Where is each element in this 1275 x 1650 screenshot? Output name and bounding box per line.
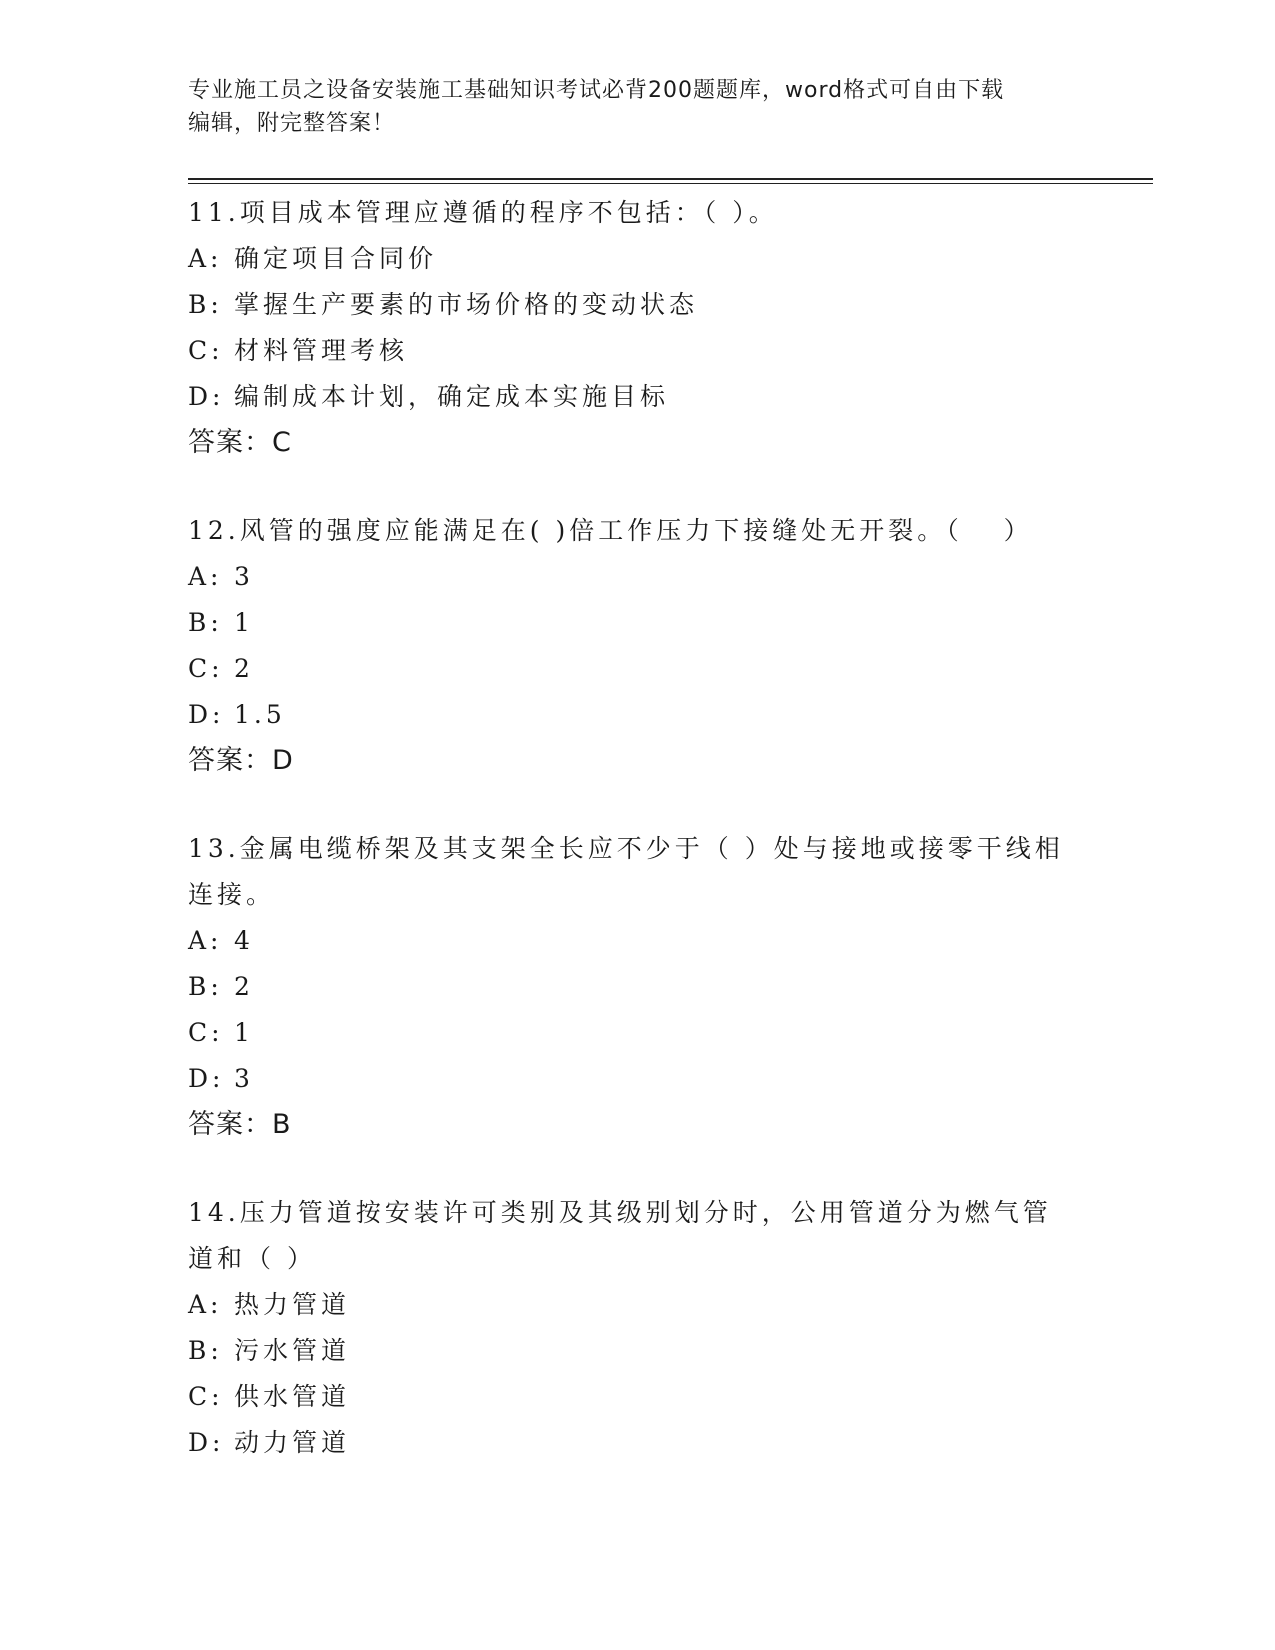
- option-text: 1: [234, 1018, 254, 1047]
- question-13: [188, 826, 1068, 1148]
- option-b: [188, 282, 1068, 328]
- option-letter: D:: [188, 700, 225, 729]
- question-14: [188, 1190, 1068, 1466]
- question-stem: 12.风管的强度应能满足在( )倍工作压力下接缝处无开裂。（ ）: [188, 516, 1033, 545]
- header-title-line-1: 专业施工员之设备安装施工基础知识考试必背200题题库，word格式可自由下载: [188, 78, 1005, 103]
- option-d: [188, 1056, 1068, 1102]
- option-letter: B:: [188, 608, 223, 637]
- option-text: 编制成本计划，确定成本实施目标: [234, 382, 670, 411]
- option-letter: C:: [188, 654, 224, 683]
- option-text: 2: [234, 654, 254, 683]
- option-d: [188, 692, 1068, 738]
- option-text: 污水管道: [234, 1336, 351, 1365]
- option-b: [188, 964, 1068, 1010]
- option-letter: D:: [188, 382, 225, 411]
- option-letter: A:: [188, 926, 223, 955]
- option-text: 4: [234, 926, 254, 955]
- question-list: [188, 190, 1068, 1508]
- option-b: [188, 1328, 1068, 1374]
- option-text: 1: [234, 608, 254, 637]
- option-c: [188, 1010, 1068, 1056]
- option-b: [188, 600, 1068, 646]
- option-letter: B:: [188, 290, 223, 319]
- option-text: 2: [234, 972, 254, 1001]
- question-11: [188, 190, 1068, 466]
- option-c: [188, 328, 1068, 374]
- answer-label: 答案：D: [188, 745, 294, 776]
- header-divider-thick: [188, 178, 1153, 180]
- option-letter: D:: [188, 1428, 225, 1457]
- option-d: [188, 374, 1068, 420]
- option-letter: C:: [188, 1382, 224, 1411]
- option-letter: D:: [188, 1064, 225, 1093]
- option-text: 3: [234, 1064, 254, 1093]
- header-divider-thin: [188, 183, 1153, 184]
- option-text: 掌握生产要素的市场价格的变动状态: [234, 290, 699, 319]
- option-text: 热力管道: [234, 1290, 351, 1319]
- answer-label: 答案：B: [188, 1109, 292, 1140]
- option-letter: A:: [188, 562, 223, 591]
- question-stem: 14.压力管道按安装许可类别及其级别划分时，公用管道分为燃气管道和（ ）: [188, 1198, 1052, 1273]
- option-letter: C:: [188, 336, 224, 365]
- question-stem: 13.金属电缆桥架及其支架全长应不少于（ ）处与接地或接零干线相连接。: [188, 834, 1064, 909]
- option-text: 材料管理考核: [234, 336, 409, 365]
- document-header: [188, 74, 1068, 140]
- option-text: 确定项目合同价: [234, 244, 438, 273]
- option-letter: B:: [188, 972, 223, 1001]
- option-a: [188, 918, 1068, 964]
- option-text: 1.5: [234, 700, 286, 729]
- option-a: [188, 1282, 1068, 1328]
- option-c: [188, 646, 1068, 692]
- question-12: [188, 508, 1068, 784]
- question-stem: 11.项目成本管理应遵循的程序不包括：（ ）。: [188, 198, 778, 227]
- option-text: 供水管道: [234, 1382, 351, 1411]
- option-letter: A:: [188, 244, 223, 273]
- option-text: 动力管道: [234, 1428, 351, 1457]
- header-title-line-2: 编辑，附完整答案！: [188, 111, 396, 136]
- option-c: [188, 1374, 1068, 1420]
- option-letter: C:: [188, 1018, 224, 1047]
- option-letter: B:: [188, 1336, 223, 1365]
- option-a: [188, 236, 1068, 282]
- answer-label: 答案：C: [188, 427, 292, 458]
- option-letter: A:: [188, 1290, 223, 1319]
- option-d: [188, 1420, 1068, 1466]
- option-text: 3: [234, 562, 254, 591]
- option-a: [188, 554, 1068, 600]
